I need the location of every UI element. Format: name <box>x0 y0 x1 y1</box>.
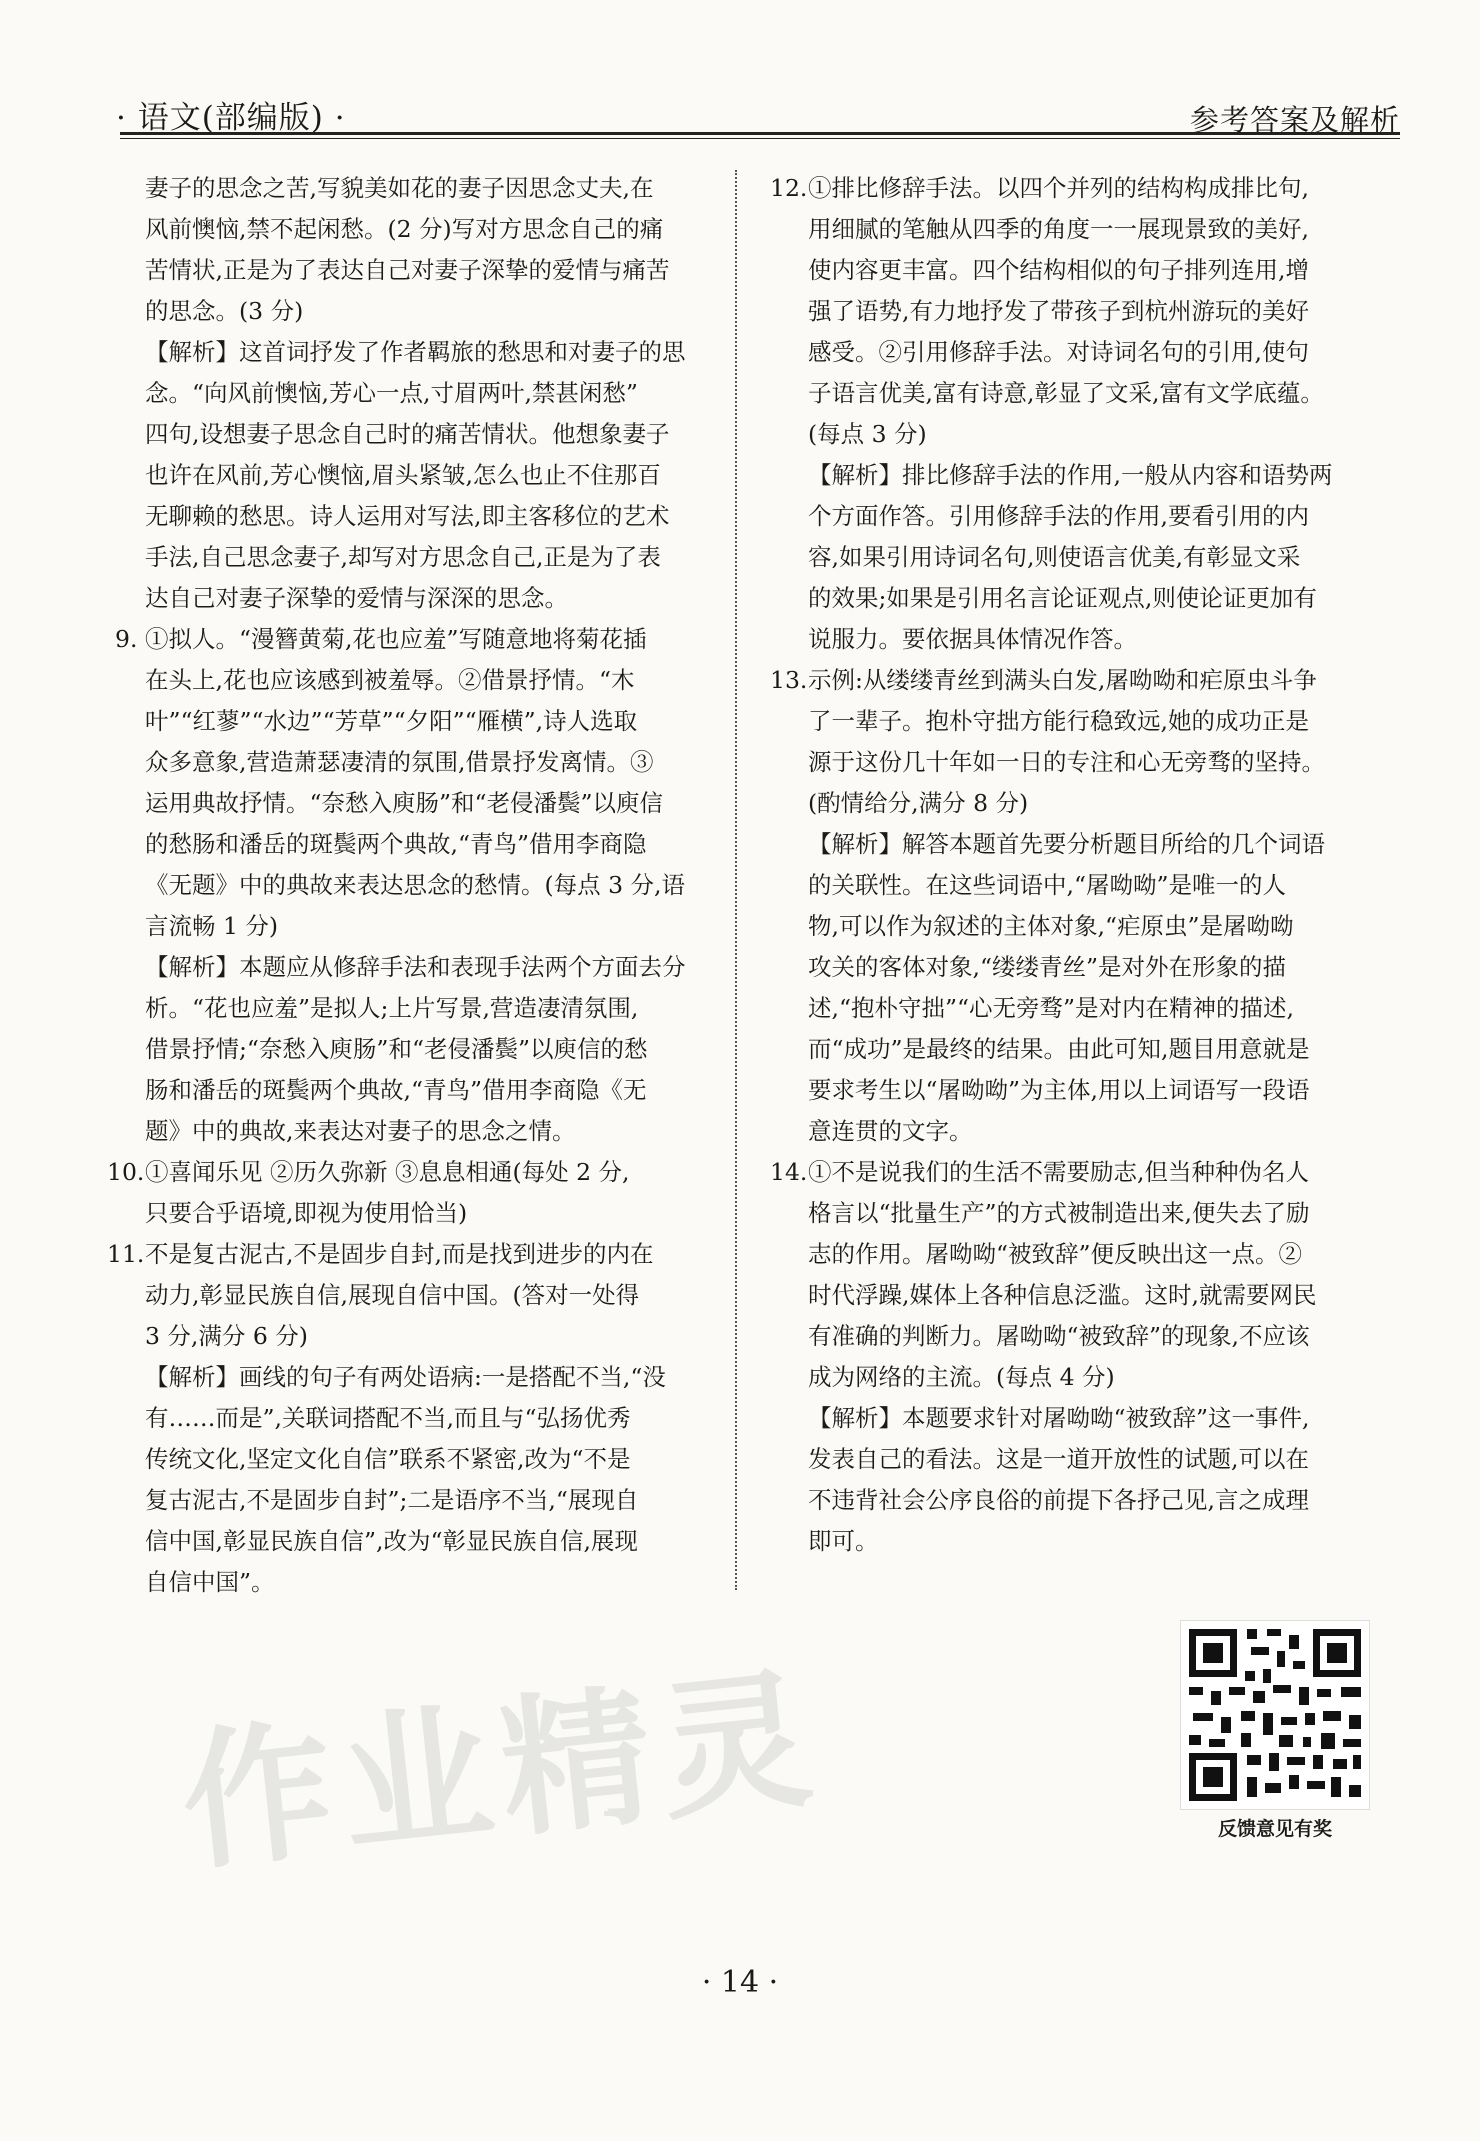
text-line: 物,可以作为叙述的主体对象,“疟原虫”是屠呦呦 <box>808 912 1294 940</box>
answer-item-10 <box>107 1152 740 1234</box>
text-line: ①喜闻乐见 ②历久弥新 ③息息相通(每处 2 分, <box>145 1158 630 1186</box>
text-line: 只要合乎语境,即视为使用恰当) <box>145 1199 468 1227</box>
item-number: 12. <box>770 174 808 202</box>
text-line: 述,“抱朴守拙”“心无旁骛”是对内在精神的描述, <box>808 994 1294 1022</box>
text-line: (每点 3 分) <box>808 420 927 448</box>
text-line: 源于这份几十年如一日的专注和心无旁骛的坚持。 <box>808 748 1325 776</box>
text-line: 说服力。要依据具体情况作答。 <box>808 625 1137 653</box>
text-line: 示例:从缕缕青丝到满头白发,屠呦呦和疟原虫斗争 <box>808 666 1317 694</box>
left-column <box>107 168 740 1603</box>
text-line: 用细腻的笔触从四季的角度一一展现景致的美好, <box>808 215 1309 243</box>
continued-answer-8 <box>115 168 740 332</box>
text-line: 【解析】排比修辞手法的作用,一般从内容和语势两 <box>808 461 1333 489</box>
answer-item-9 <box>115 619 740 1152</box>
text-line: 感受。②引用修辞手法。对诗词名句的引用,使句 <box>808 338 1309 366</box>
text-line: 【解析】本题应从修辞手法和表现手法两个方面去分 <box>145 953 686 981</box>
text-line: 强了语势,有力地抒发了带孩子到杭州游玩的美好 <box>808 297 1309 325</box>
text-line: 时代浮躁,媒体上各种信息泛滥。这时,就需要网民 <box>808 1281 1317 1309</box>
text-line: (酌情给分,满分 8 分) <box>808 789 1029 817</box>
text-line: 成为网络的主流。(每点 4 分) <box>808 1363 1115 1391</box>
item-number: 14. <box>770 1158 808 1186</box>
text-line: 要求考生以“屠呦呦”为主体,用以上词语写一段语 <box>808 1076 1310 1104</box>
text-line: 无聊赖的愁思。诗人运用对写法,即主客移位的艺术 <box>145 502 670 530</box>
analysis-8 <box>115 332 740 619</box>
text-line: 意连贯的文字。 <box>808 1117 973 1145</box>
text-line: 肠和潘岳的斑鬓两个典故,“青鸟”借用李商隐《无 <box>145 1076 647 1104</box>
text-line: 言流畅 1 分) <box>145 912 279 940</box>
text-line: 志的作用。屠呦呦“被致辞”便反映出这一点。② <box>808 1240 1303 1268</box>
text-line: 动力,彰显民族自信,展现自信中国。(答对一处得 <box>145 1281 640 1309</box>
text-line: 子语言优美,富有诗意,彰显了文采,富有文学底蕴。 <box>808 379 1324 407</box>
text-line: 达自己对妻子深挚的爱情与深深的思念。 <box>145 584 568 612</box>
text-line: 使内容更丰富。四个结构相似的句子排列连用,增 <box>808 256 1309 284</box>
item-number: 13. <box>770 666 808 694</box>
text-line: 四句,设想妻子思念自己时的痛苦情状。他想象妻子 <box>145 420 670 448</box>
section-title: 参考答案及解析 <box>1189 103 1400 137</box>
text-line: 借景抒情;“奈愁入庾肠”和“老侵潘鬓”以庾信的愁 <box>145 1035 648 1063</box>
text-line: 妻子的思念之苦,写貌美如花的妻子因思念丈夫,在 <box>145 174 654 202</box>
answer-item-12 <box>770 168 1393 660</box>
text-line: ①拟人。“漫簪黄菊,花也应羞”写随意地将菊花插 <box>145 625 647 653</box>
text-line: 手法,自己思念妻子,却写对方思念自己,正是为了表 <box>145 543 661 571</box>
text-line: 传统文化,坚定文化自信”联系不紧密,改为“不是 <box>145 1445 631 1473</box>
text-line: 不违背社会公序良俗的前提下各抒己见,言之成理 <box>808 1486 1309 1514</box>
text-line: 析。“花也应羞”是拟人;上片写景,营造凄清氛围, <box>145 994 639 1022</box>
text-line: 格言以“批量生产”的方式被制造出来,便失去了励 <box>808 1199 1310 1227</box>
text-line: 而“成功”是最终的结果。由此可知,题目用意就是 <box>808 1035 1310 1063</box>
watermark: 作业精灵 <box>174 1651 829 1892</box>
header-rule-thick <box>120 132 1400 135</box>
page-number: · 14 · <box>701 1965 779 2000</box>
text-line: 容,如果引用诗词名句,则使语言优美,有彰显文采 <box>808 543 1301 571</box>
text-line: 自信中国”。 <box>145 1568 275 1596</box>
text-line: 不是复古泥古,不是固步自封,而是找到进步的内在 <box>145 1240 654 1268</box>
text-line: 有准确的判断力。屠呦呦“被致辞”的现象,不应该 <box>808 1322 1310 1350</box>
text-line: 在头上,花也应该感到被羞辱。②借景抒情。“木 <box>145 666 635 694</box>
text-line: 的愁肠和潘岳的斑鬓两个典故,“青鸟”借用李商隐 <box>145 830 647 858</box>
text-line: 攻关的客体对象,“缕缕青丝”是对外在形象的描 <box>808 953 1286 981</box>
text-line: 叶”“红蓼”“水边”“芳草”“夕阳”“雁横”,诗人选取 <box>145 707 638 735</box>
text-line: 题》中的典故,来表达对妻子的思念之情。 <box>145 1117 576 1145</box>
text-line: 苦情状,正是为了表达自己对妻子深挚的爱情与痛苦 <box>145 256 670 284</box>
text-line: 复古泥古,不是固步自封”;二是语序不当,“展现自 <box>145 1486 639 1514</box>
text-line: 众多意象,营造萧瑟凄清的氛围,借景抒发离情。③ <box>145 748 654 776</box>
text-line: 的效果;如果是引用名言论证观点,则使论证更加有 <box>808 584 1317 612</box>
feedback-qr-code[interactable] <box>1180 1620 1370 1810</box>
text-line: 个方面作答。引用修辞手法的作用,要看引用的内 <box>808 502 1309 530</box>
text-line: 的思念。(3 分) <box>145 297 304 325</box>
answer-item-13 <box>770 660 1393 1152</box>
text-line: 【解析】画线的句子有两处语病:一是搭配不当,“没 <box>145 1363 666 1391</box>
text-line: 《无题》中的典故来表达思念的愁情。(每点 3 分,语 <box>145 871 686 899</box>
answer-item-11 <box>107 1234 740 1603</box>
text-line: 风前懊恼,禁不起闲愁。(2 分)写对方思念自己的痛 <box>145 215 664 243</box>
qr-code-icon <box>1181 1621 1369 1809</box>
text-line: 【解析】本题要求针对屠呦呦“被致辞”这一事件, <box>808 1404 1310 1432</box>
answer-item-14 <box>770 1152 1393 1562</box>
text-line: 【解析】这首词抒发了作者羁旅的愁思和对妻子的思 <box>145 338 686 366</box>
text-line: 运用典故抒情。“奈愁入庾肠”和“老侵潘鬓”以庾信 <box>145 789 664 817</box>
header-rule-thin <box>120 138 1400 139</box>
text-line: ①排比修辞手法。以四个并列的结构构成排比句, <box>808 174 1309 202</box>
text-line: 即可。 <box>808 1527 879 1555</box>
item-number: 11. <box>107 1240 145 1268</box>
text-line: 有……而是”,关联词搭配不当,而且与“弘扬优秀 <box>145 1404 631 1432</box>
right-column <box>770 168 1393 1562</box>
text-line: 信中国,彰显民族自信”,改为“彰显民族自信,展现 <box>145 1527 638 1555</box>
text-line: 也许在风前,芳心懊恼,眉头紧皱,怎么也止不住那百 <box>145 461 661 489</box>
item-number: 10. <box>107 1158 145 1186</box>
text-line: 念。“向风前懊恼,芳心一点,寸眉两叶,禁甚闲愁” <box>145 379 638 407</box>
text-line: 发表自己的看法。这是一道开放性的试题,可以在 <box>808 1445 1309 1473</box>
text-line: 【解析】解答本题首先要分析题目所给的几个词语 <box>808 830 1325 858</box>
text-line: 的关联性。在这些词语中,“屠呦呦”是唯一的人 <box>808 871 1286 899</box>
item-number: 9. <box>115 625 138 653</box>
text-line: 3 分,满分 6 分) <box>145 1322 308 1350</box>
text-line: 了一辈子。抱朴守拙方能行稳致远,她的成功正是 <box>808 707 1309 735</box>
text-line: ①不是说我们的生活不需要励志,但当种种伪名人 <box>808 1158 1309 1186</box>
subject-title: · 语文(部编版) · <box>116 100 346 136</box>
qr-caption: 反馈意见有奖 <box>1217 1818 1332 1840</box>
